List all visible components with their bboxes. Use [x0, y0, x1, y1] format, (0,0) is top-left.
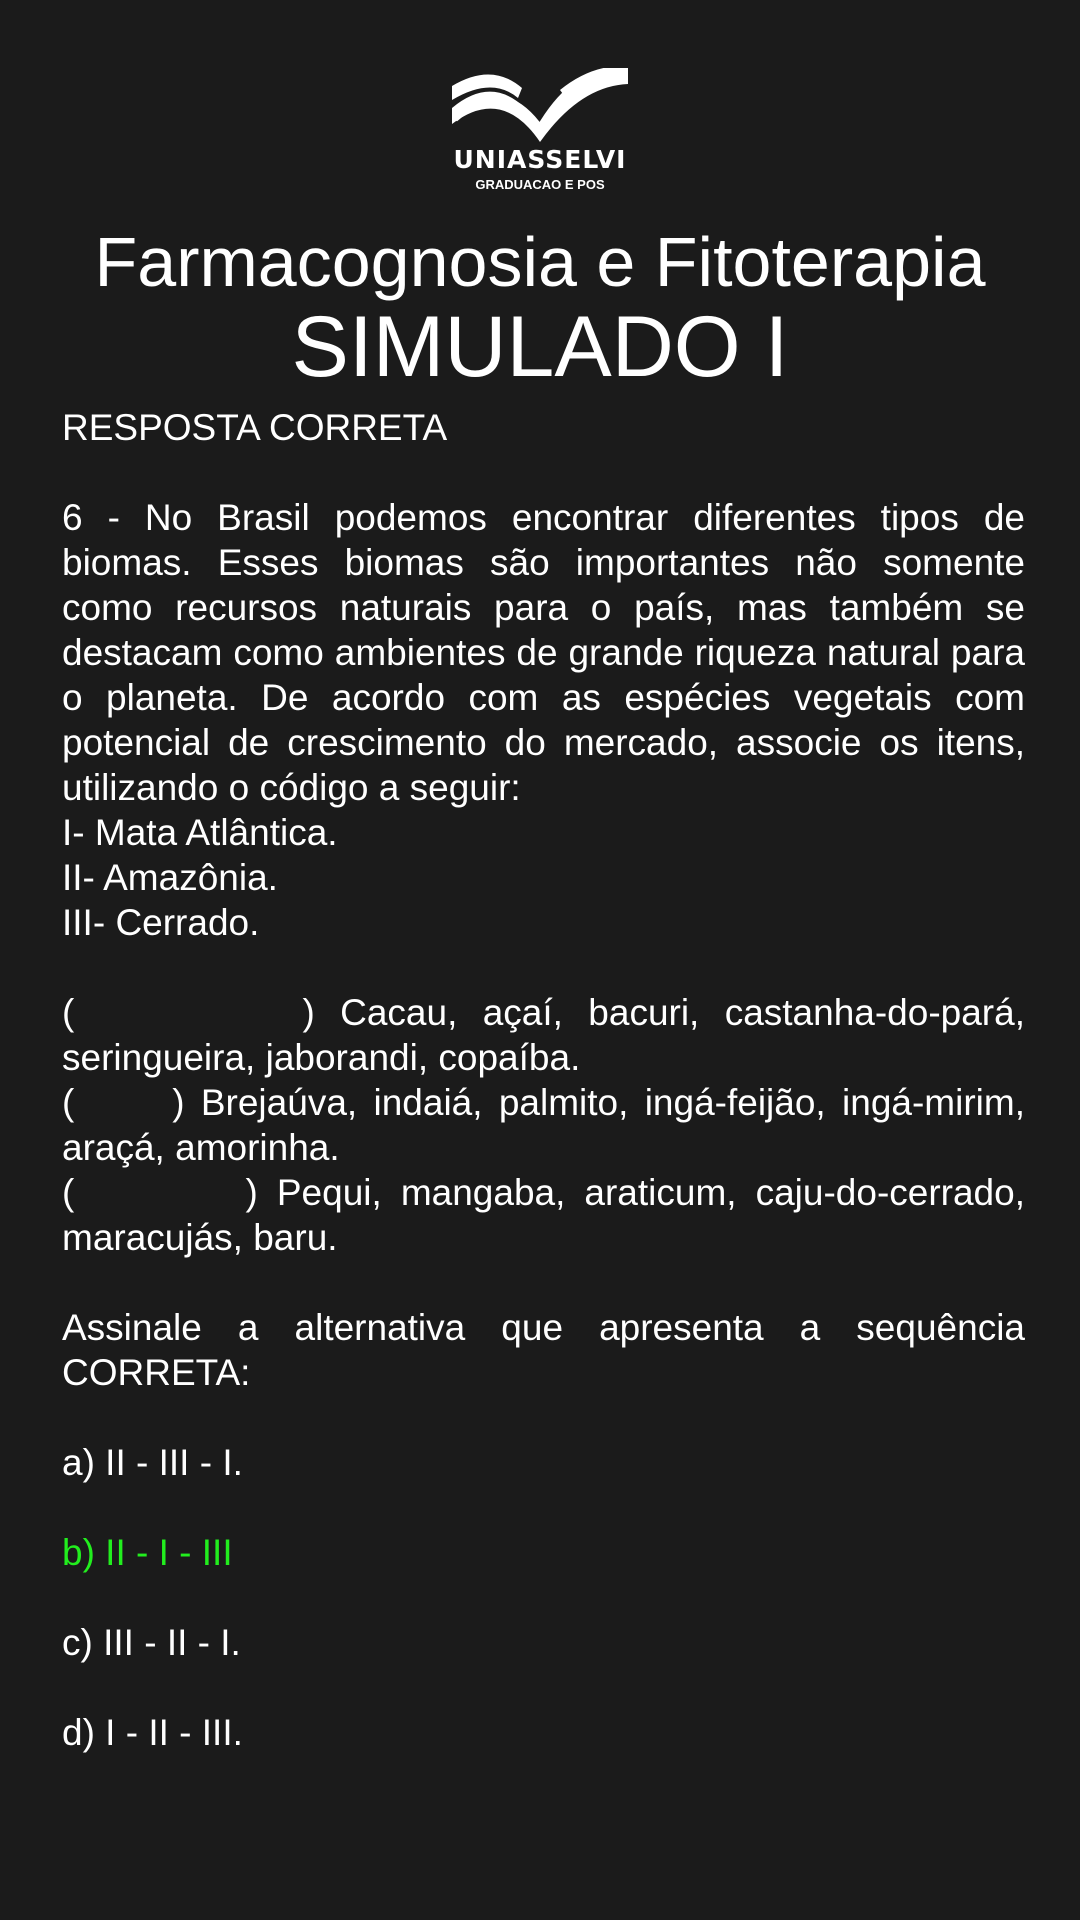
course-title: Farmacognosia e Fitoterapia	[94, 223, 986, 301]
association-item: ( ) Cacau, açaí, bacuri, castanha-do-pará, seringueira, jaborandi, copaíba.	[62, 992, 1036, 1078]
brand-name: UNIASSELVI	[453, 145, 627, 174]
question-content	[62, 405, 1036, 1755]
question-prompt: Assinale a alternativa que apresenta a sequência CORRETA:	[62, 1307, 1025, 1393]
option-b-correct: b) II - I - III	[62, 1532, 233, 1573]
code-item: III- Cerrado.	[62, 902, 260, 943]
code-item: II- Amazônia.	[62, 857, 278, 898]
code-item: I- Mata Atlântica.	[62, 812, 338, 853]
option-a: a) II - III - I.	[62, 1442, 243, 1483]
option-d: d) I - II - III.	[62, 1712, 243, 1753]
association-item: ( ) Pequi, mangaba, araticum, caju-do-cerrado, maracujás, baru.	[62, 1172, 1036, 1258]
question-statement: 6 - No Brasil podemos encontrar diferentes tipos de biomas. Esses biomas são importantes não somente como recursos naturais para o país, mas também se destacam como ambientes de grande riqueza natural para o planeta. De acordo com as espécies vegetais com potencial de crescimento do mercado, associe os itens, utilizando o código a seguir:	[62, 497, 1025, 808]
brand-tagline: GRADUACAO E POS	[475, 177, 605, 192]
open-book-icon	[452, 68, 628, 144]
uniasselvi-logo	[452, 68, 628, 200]
answer-label: RESPOSTA CORRETA	[62, 407, 448, 448]
option-c: c) III - II - I.	[62, 1622, 241, 1663]
association-item: ( ) Brejaúva, indaiá, palmito, ingá-feijão, ingá-mirim, araçá, amorinha.	[62, 1082, 1036, 1168]
exam-title: SIMULADO I	[291, 299, 789, 395]
